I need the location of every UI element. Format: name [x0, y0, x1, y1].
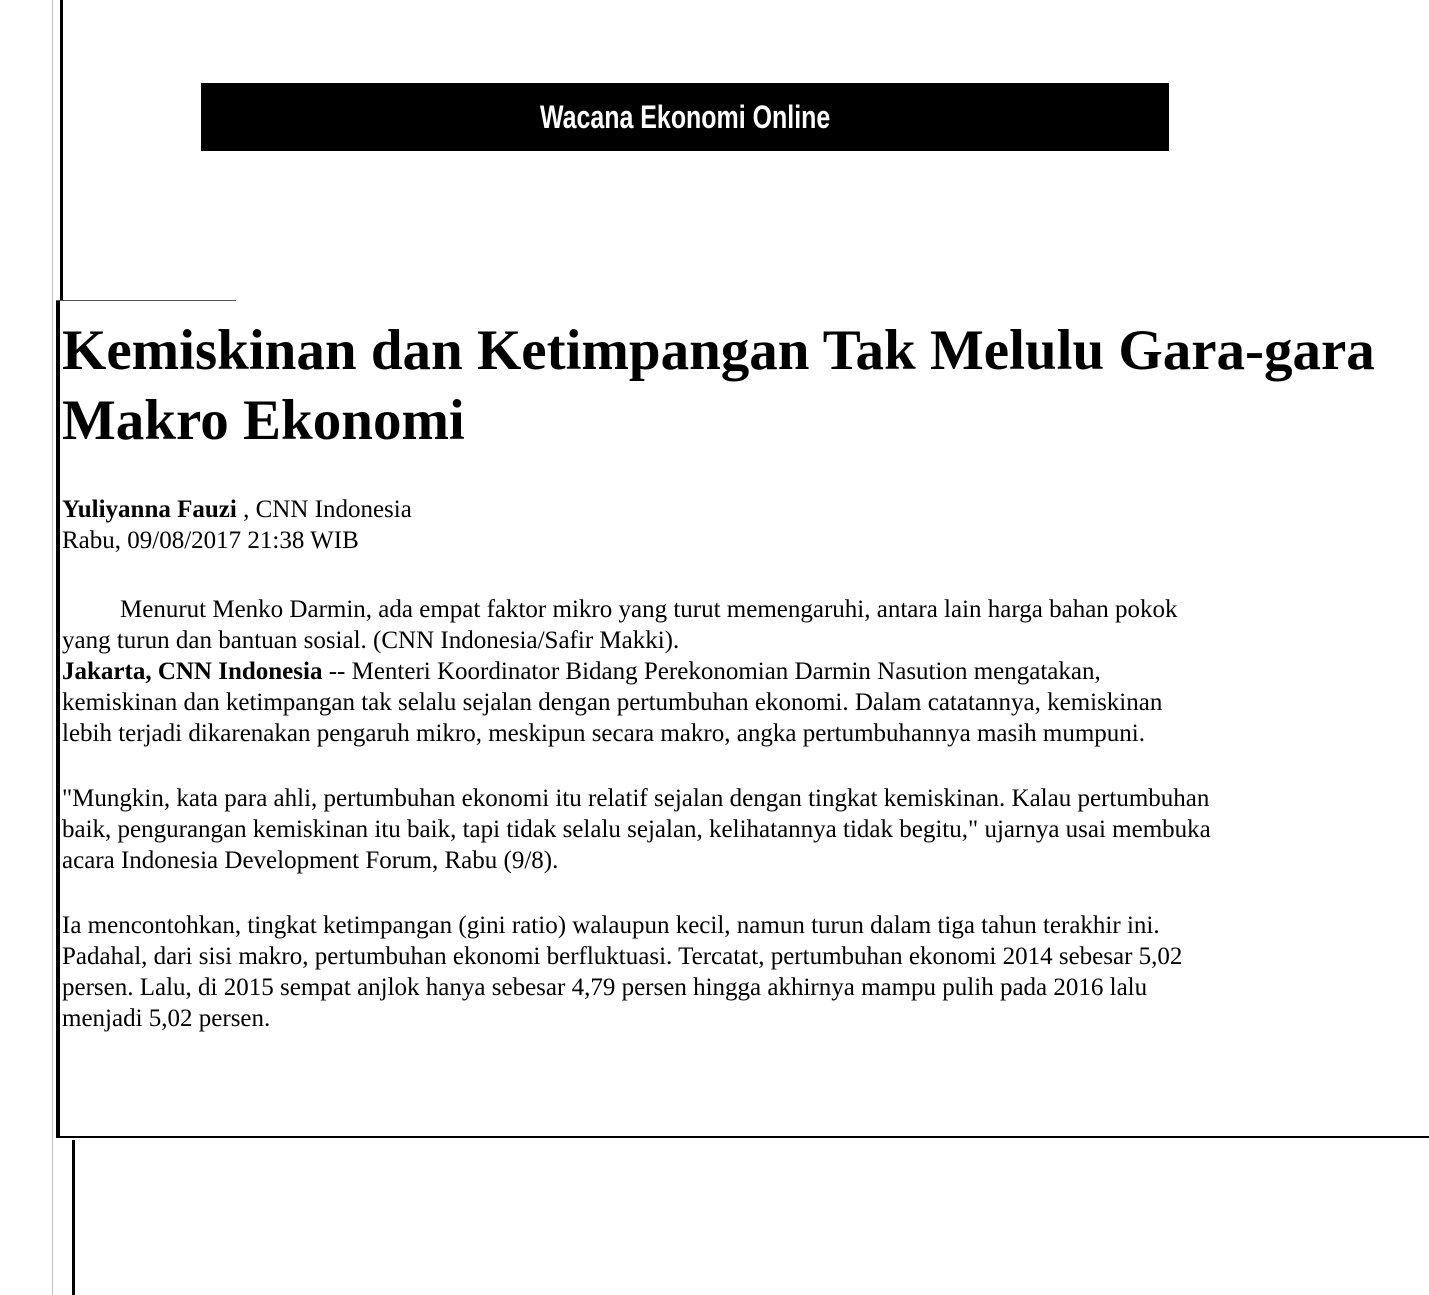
site-banner	[201, 83, 1169, 151]
paragraph-line: menjadi 5,02 persen.	[62, 1005, 271, 1032]
paragraph-line: Ia mencontohkan, tingkat ketimpangan (gini ratio) walaupun kecil, namun turun dalam tiga tahun terakhir ini.	[62, 912, 1160, 939]
article-frame-bottom	[60, 1136, 1429, 1138]
paragraph-3	[62, 910, 1429, 1034]
headline-line-2: Makro Ekonomi	[62, 389, 465, 452]
article-frame-left	[56, 300, 60, 1138]
paragraph-line: -- Menteri Koordinator Bidang Perekonomian Darmin Nasution mengatakan,	[322, 658, 1101, 685]
paragraph-1	[62, 656, 1429, 749]
paragraph-line: Padahal, dari sisi makro, pertumbuhan ekonomi berfluktuasi. Tercatat, pertumbuhan ekonomi 2014 sebesar 5,02	[62, 943, 1183, 970]
banner-title: Wacana Ekonomi Online	[539, 98, 831, 135]
headline-line-1: Kemiskinan dan Ketimpangan Tak Melulu Gara-gara	[62, 319, 1375, 382]
caption-line: yang turun dan bantuan sosial. (CNN Indonesia/Safir Makki).	[62, 627, 680, 654]
source-name: , CNN Indonesia	[236, 496, 412, 523]
article	[62, 316, 1429, 1034]
paragraph-line: kemiskinan dan ketimpangan tak selalu sejalan dengan pertumbuhan ekonomi. Dalam catatannya, kemiskinan	[62, 689, 1163, 716]
publish-date: Rabu, 09/08/2017 21:38 WIB	[62, 527, 359, 554]
paragraph-line: baik, pengurangan kemiskinan itu baik, tapi tidak selalu sejalan, kelihatannya tidak begitu," ujarnya usai membuka	[62, 816, 1211, 843]
article-headline	[62, 316, 1429, 456]
article-frame-top	[56, 300, 236, 301]
paragraph-line: acara Indonesia Development Forum, Rabu (9/8).	[62, 847, 559, 874]
paragraph-line: "Mungkin, kata para ahli, pertumbuhan ekonomi itu relatif sejalan dengan tingkat kemiskinan. Kalau pertumbuhan	[62, 785, 1210, 812]
caption-line: Menurut Menko Darmin, ada empat faktor mikro yang turut memengaruhi, antara lain harga bahan pokok	[120, 596, 1178, 623]
scan-edge-top	[60, 0, 63, 300]
author-name: Yuliyanna Fauzi	[62, 496, 237, 523]
photo-caption	[62, 594, 1429, 656]
paragraph-line: persen. Lalu, di 2015 sempat anjlok hanya sebesar 4,79 persen hingga akhirnya mampu pulih pada 2016 lalu	[62, 974, 1148, 1001]
scan-edge-faint	[52, 0, 53, 1295]
paragraph-line: lebih terjadi dikarenakan pengaruh mikro, meskipun secara makro, angka pertumbuhannya masih mumpuni.	[62, 720, 1146, 747]
dateline: Jakarta, CNN Indonesia	[62, 658, 323, 685]
byline	[62, 494, 1429, 556]
scan-edge-bottom	[72, 1140, 75, 1295]
paragraph-2	[62, 783, 1429, 876]
